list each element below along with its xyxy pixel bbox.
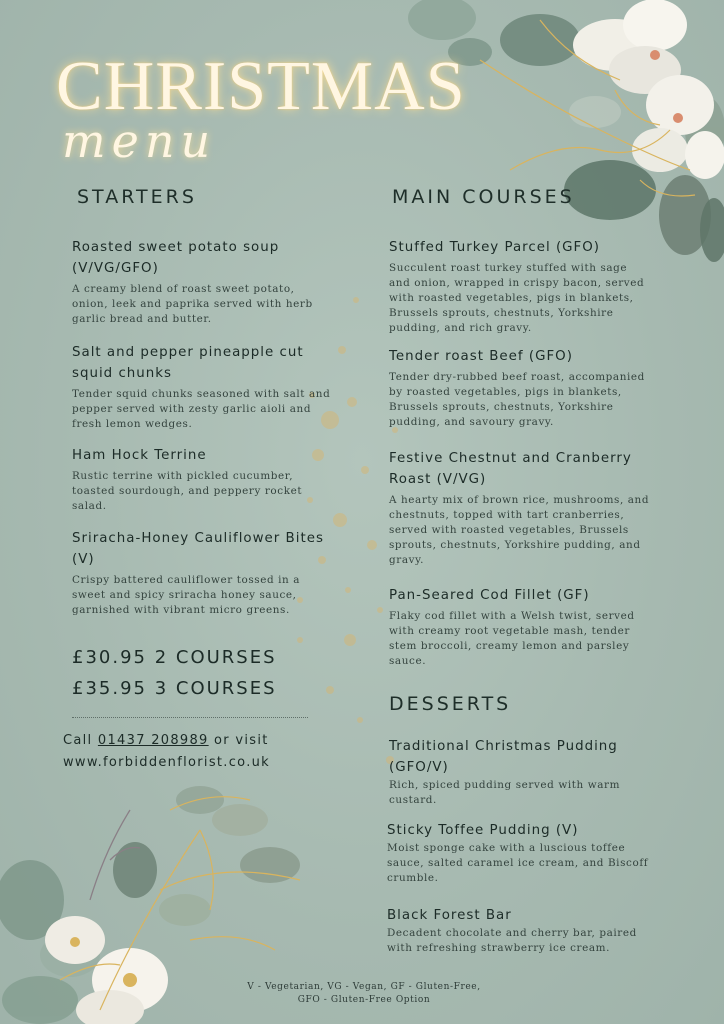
item-description: Flaky cod fillet with a Welsh twist, served with creamy root vegetable mash, tender stem broccoli, creamy lemon and parsley sauce.: [389, 610, 635, 667]
main-courses-heading: MAIN COURSES: [392, 186, 575, 208]
main-item-beef: [389, 346, 651, 430]
phone-link[interactable]: 01437 208989: [97, 733, 209, 748]
dessert-item-christmas-pudding: [389, 736, 651, 808]
item-name: Roasted sweet potato soup (V/VG/GFO): [72, 240, 280, 276]
item-name: Tender roast Beef (GFO): [389, 349, 573, 364]
item-name: Ham Hock Terrine: [72, 448, 207, 463]
website-link[interactable]: www.forbiddenflorist.co.uk: [63, 755, 270, 770]
price-two-courses: £30.95 2 COURSES: [72, 647, 277, 668]
item-description: Rustic terrine with pickled cucumber, toasted sourdough, and peppery rocket salad.: [72, 470, 303, 512]
starters-heading: STARTERS: [77, 186, 197, 208]
contact-prefix: Call: [63, 733, 98, 748]
item-name: Sticky Toffee Pudding (V): [387, 823, 579, 838]
starter-item-soup: [72, 237, 334, 327]
item-description: Tender squid chunks seasoned with salt and pepper served with zesty garlic aioli and fresh lemon wedges.: [72, 388, 331, 430]
item-description: Decadent chocolate and cherry bar, paired with refreshing strawberry ice cream.: [387, 927, 637, 954]
starter-item-cauliflower: [72, 528, 334, 618]
item-name: Traditional Christmas Pudding (GFO/V): [389, 739, 618, 775]
main-item-chestnut-roast: [389, 448, 651, 568]
menu-subtitle: menu: [62, 114, 217, 168]
dessert-item-black-forest: [387, 905, 649, 956]
dietary-key-line-1: V - Vegetarian, VG - Vegan, GF - Gluten-Free,: [247, 982, 481, 992]
contact-suffix: or visit: [208, 733, 269, 748]
item-description: A hearty mix of brown rice, mushrooms, and chestnuts, topped with tart cranberries, served with roasted vegetables, Brussels sprouts, chestnuts, Yorkshire pudding, and gravy.: [389, 494, 650, 566]
dietary-key: [220, 981, 508, 1007]
item-description: Tender dry-rubbed beef roast, accompanied by roasted vegetables, pigs in blankets, Brussels sprouts, chestnuts, Yorkshire pudding, and savoury gravy.: [389, 371, 645, 428]
divider: [72, 717, 308, 718]
item-name: Salt and pepper pineapple cut squid chunks: [72, 345, 304, 381]
menu-title: CHRISTMAS: [56, 48, 466, 125]
item-name: Pan-Seared Cod Fillet (GF): [389, 588, 590, 603]
item-name: Black Forest Bar: [387, 908, 512, 923]
leaf-right-decoration: [688, 195, 724, 265]
item-description: Rich, spiced pudding served with warm custard.: [389, 779, 621, 806]
item-description: Moist sponge cake with a luscious toffee sauce, salted caramel ice cream, and Biscoff crumble.: [387, 842, 649, 884]
item-name: Sriracha-Honey Cauliflower Bites (V): [72, 531, 324, 567]
main-item-turkey: [389, 237, 651, 336]
dessert-item-sticky-toffee: [387, 820, 649, 886]
starter-item-squid: [72, 342, 334, 432]
starter-item-terrine: [72, 445, 334, 514]
floral-top-right-decoration: [360, 0, 724, 260]
item-name: Festive Chestnut and Cranberry Roast (V/VG): [389, 451, 632, 487]
desserts-heading: DESSERTS: [389, 693, 512, 715]
price-three-courses: £35.95 3 COURSES: [72, 678, 277, 699]
item-description: Succulent roast turkey stuffed with sage and onion, wrapped in crispy bacon, served with roasted vegetables, pigs in blankets, Brussels sprouts, chestnuts, Yorkshire pudding, and rich gravy.: [389, 262, 645, 334]
contact-info: [63, 730, 270, 774]
item-name: Stuffed Turkey Parcel (GFO): [389, 240, 601, 255]
item-description: A creamy blend of roast sweet potato, onion, leek and paprika served with herb garlic bread and butter.: [72, 283, 313, 325]
dietary-key-line-2: GFO - Gluten-Free Option: [297, 995, 431, 1005]
main-item-cod: [389, 585, 651, 669]
item-description: Crispy battered cauliflower tossed in a sweet and spicy sriracha honey sauce, garnished with vibrant micro greens.: [72, 574, 301, 616]
